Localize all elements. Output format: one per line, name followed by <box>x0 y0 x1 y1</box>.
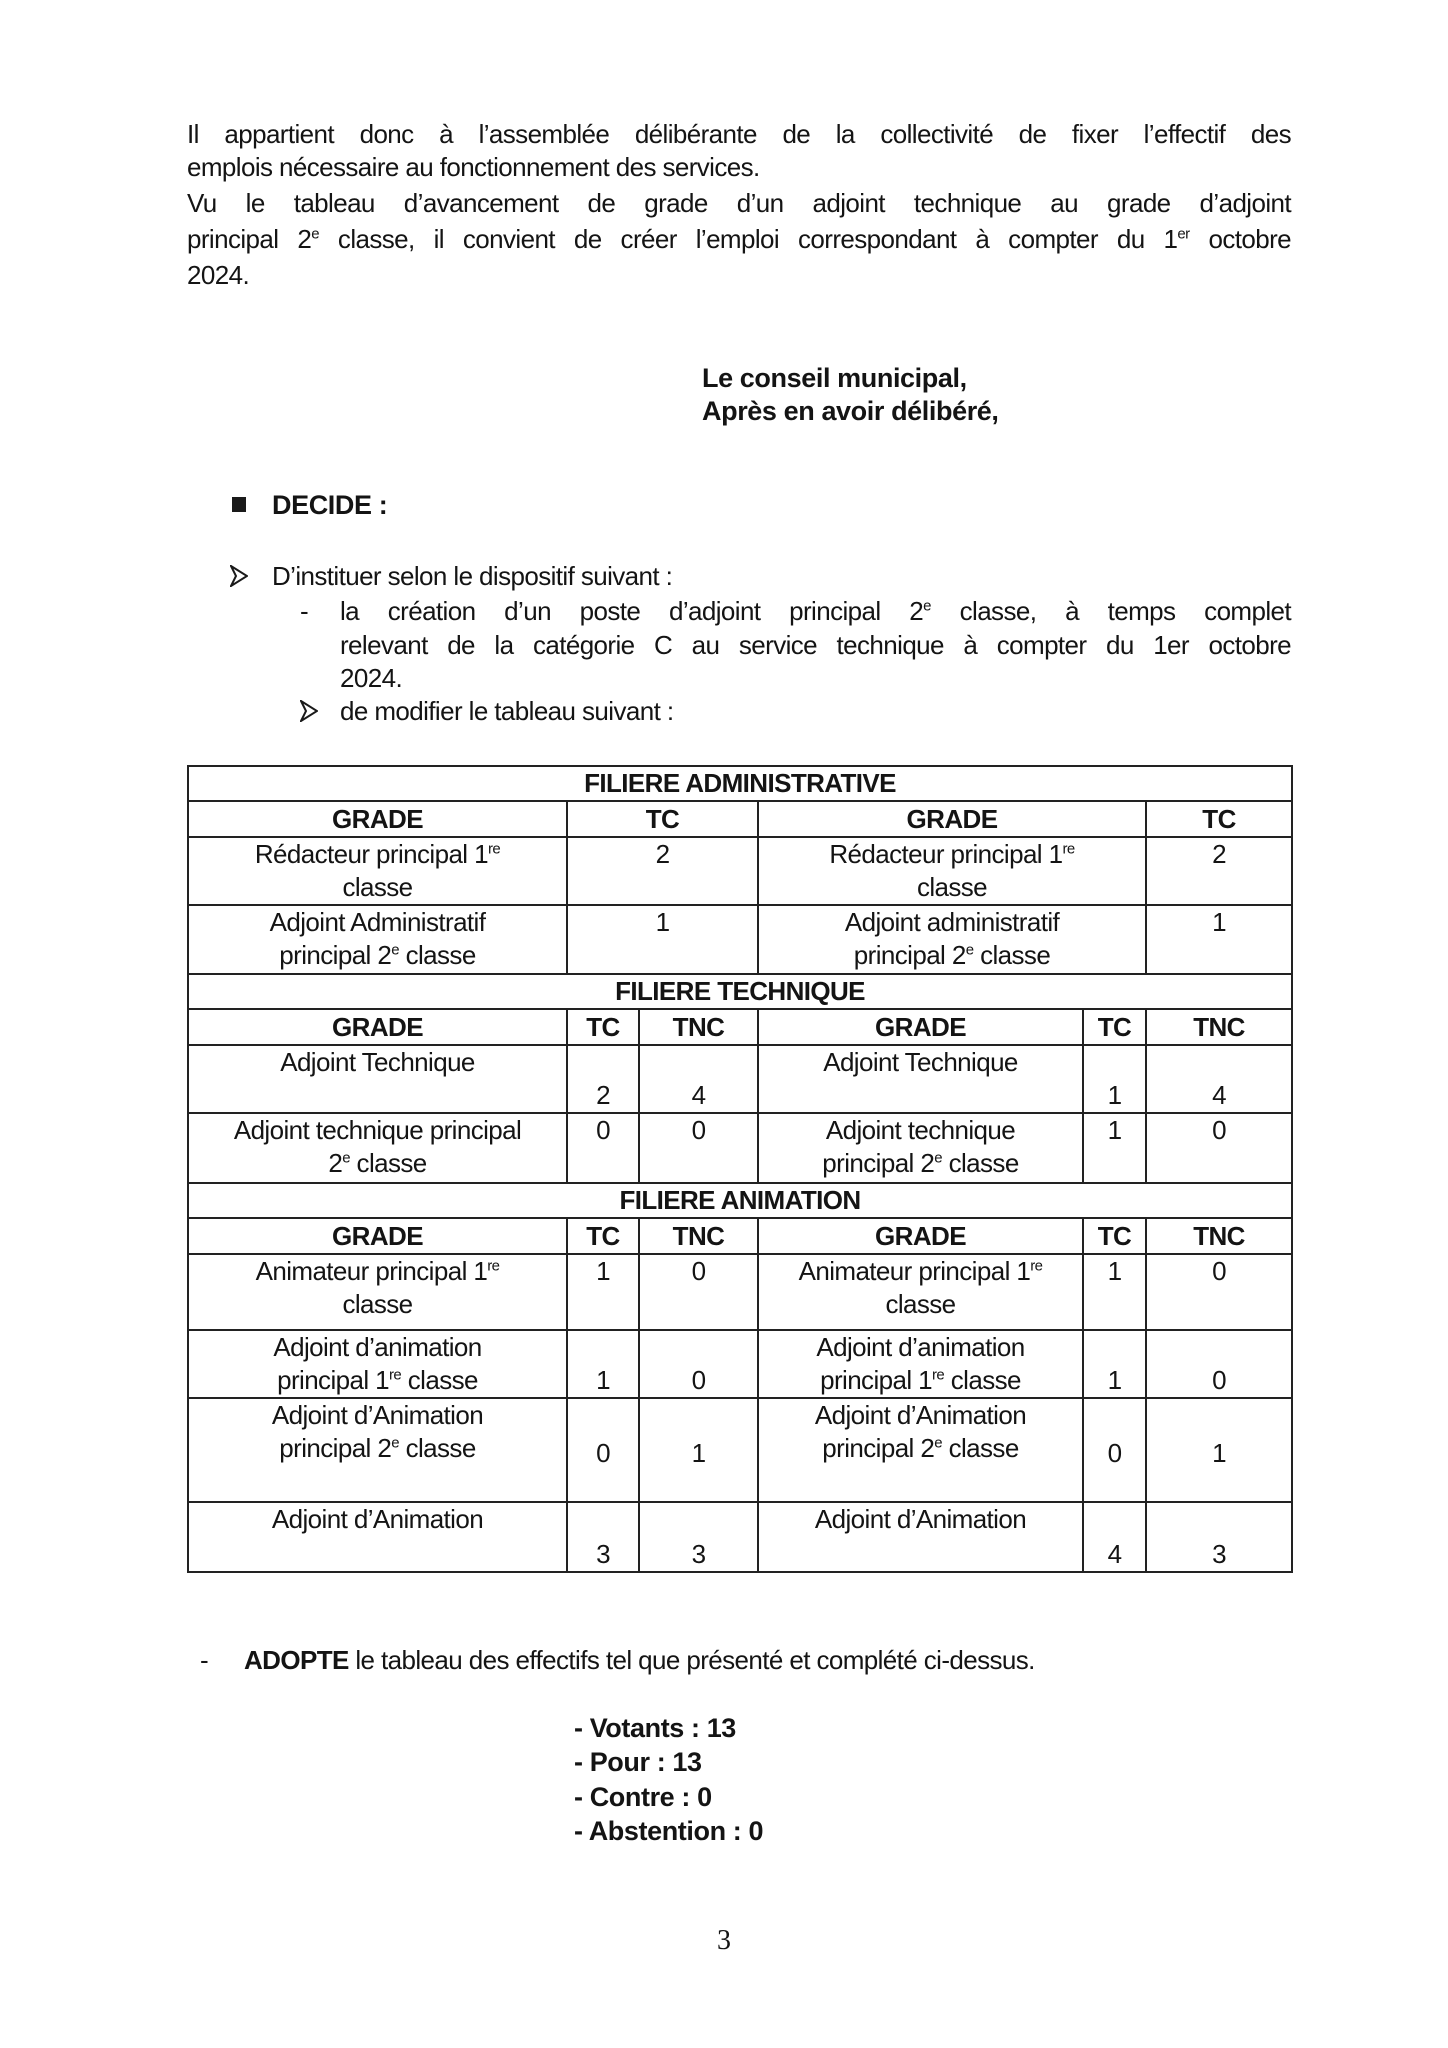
arrowhead-bullet-icon <box>230 565 248 587</box>
grade-cell: Adjoint administratif principal 2e classe <box>758 905 1146 974</box>
grade-cell: Animateur principal 1re classe <box>188 1254 567 1330</box>
votes-contre: - Contre : 0 <box>574 1782 712 1812</box>
header-grade: GRADE <box>188 801 567 837</box>
tc-cell: 3 <box>567 1502 639 1572</box>
header-tnc: TNC <box>639 1218 758 1254</box>
tc-cell: 1 <box>1083 1330 1146 1398</box>
header-tc: TC <box>1083 1009 1146 1045</box>
tnc-cell: 0 <box>639 1254 758 1330</box>
votes-abstention: - Abstention : 0 <box>574 1816 764 1846</box>
tnc-cell: 0 <box>639 1330 758 1398</box>
section-title-technique: FILIERE TECHNIQUE <box>188 974 1292 1009</box>
header-tc: TC <box>1146 801 1292 837</box>
header-tnc: TNC <box>639 1009 758 1045</box>
grade-cell: Rédacteur principal 1re classe <box>188 837 567 905</box>
grade-cell: Adjoint technique principal 2e classe <box>188 1113 567 1183</box>
grade-cell: Adjoint d’animation principal 1re classe <box>758 1330 1083 1398</box>
grade-cell: Animateur principal 1re classe <box>758 1254 1083 1330</box>
header-tc: TC <box>1083 1218 1146 1254</box>
table-row <box>188 1398 1292 1502</box>
intro-line-5: 2024. <box>187 260 250 290</box>
section-title-animation: FILIERE ANIMATION <box>188 1183 1292 1218</box>
grade-cell: Adjoint d’Animation <box>758 1502 1083 1572</box>
page-number: 3 <box>717 1925 731 1956</box>
dispositif-intro: D’instituer selon le dispositif suivant : <box>272 561 673 591</box>
grade-cell: Adjoint d’Animation principal 2e classe <box>758 1398 1083 1502</box>
intro-line-4 <box>187 222 1291 256</box>
dispositif-item-line-3: 2024. <box>340 663 403 693</box>
tc-cell: 2 <box>567 1045 639 1113</box>
tnc-cell: 4 <box>639 1045 758 1113</box>
table-row <box>188 905 1292 974</box>
tc-cell: 2 <box>1146 837 1292 905</box>
arrowhead-bullet-icon <box>300 700 318 722</box>
grade-cell: Adjoint Administratif principal 2e classe <box>188 905 567 974</box>
grade-cell: Adjoint d’animation principal 1re classe <box>188 1330 567 1398</box>
tc-cell: 0 <box>567 1398 639 1502</box>
votes-votants: - Votants : 13 <box>574 1713 736 1743</box>
dash-bullet: - <box>300 596 309 626</box>
council-line-2: Après en avoir délibéré, <box>702 396 999 426</box>
grade-cell: Adjoint Technique <box>188 1045 567 1113</box>
tc-cell: 1 <box>567 1330 639 1398</box>
grade-cell: Adjoint d’Animation principal 2e classe <box>188 1398 567 1502</box>
header-tc: TC <box>567 801 758 837</box>
grade-cell: Adjoint technique principal 2e classe <box>758 1113 1083 1183</box>
item-text: la création d’un poste d’adjoint principal 2 <box>340 596 924 626</box>
intro-line-2: emplois nécessaire au fonctionnement des services. <box>187 152 760 182</box>
header-grade: GRADE <box>758 1009 1083 1045</box>
intro-text: octobre <box>1189 224 1291 254</box>
grade-cell: Adjoint d’Animation <box>188 1502 567 1572</box>
table-row <box>188 1254 1292 1330</box>
tnc-cell: 3 <box>639 1502 758 1572</box>
tnc-cell: 0 <box>639 1113 758 1183</box>
superscript: er <box>1177 225 1190 243</box>
adopte-statement <box>244 1643 1035 1677</box>
header-grade: GRADE <box>188 1009 567 1045</box>
votes-pour: - Pour : 13 <box>574 1747 702 1777</box>
intro-text: classe, il convient de créer l’emploi correspondant à compter du 1 <box>318 224 1178 254</box>
tc-cell: 1 <box>1083 1254 1146 1330</box>
table-row <box>188 1045 1292 1113</box>
grade-cell: Rédacteur principal 1re classe <box>758 837 1146 905</box>
header-tc: TC <box>567 1009 639 1045</box>
tc-cell: 2 <box>567 837 758 905</box>
decide-label: DECIDE : <box>272 490 388 520</box>
dash-bullet: - <box>200 1645 209 1675</box>
adopte-keyword: ADOPTE <box>244 1645 349 1675</box>
dispositif-modify: de modifier le tableau suivant : <box>340 696 674 726</box>
superscript: e <box>923 597 931 615</box>
header-tnc: TNC <box>1146 1218 1292 1254</box>
tnc-cell: 0 <box>1146 1254 1292 1330</box>
grade-cell: Adjoint Technique <box>758 1045 1083 1113</box>
effectifs-table <box>187 765 1293 1573</box>
tc-cell: 0 <box>567 1113 639 1183</box>
header-tc: TC <box>567 1218 639 1254</box>
tnc-cell: 3 <box>1146 1502 1292 1572</box>
adopte-text: le tableau des effectifs tel que présenté et complété ci-dessus. <box>348 1645 1035 1675</box>
tc-cell: 1 <box>567 1254 639 1330</box>
dispositif-item-line-1 <box>340 594 1291 628</box>
section-title-administrative: FILIERE ADMINISTRATIVE <box>188 766 1292 801</box>
tc-cell: 1 <box>1083 1113 1146 1183</box>
tc-cell: 0 <box>1083 1398 1146 1502</box>
tc-cell: 1 <box>1083 1045 1146 1113</box>
header-tnc: TNC <box>1146 1009 1292 1045</box>
tnc-cell: 0 <box>1146 1113 1292 1183</box>
table-row <box>188 1113 1292 1183</box>
tc-cell: 1 <box>567 905 758 974</box>
tnc-cell: 1 <box>1146 1398 1292 1502</box>
header-grade: GRADE <box>758 1218 1083 1254</box>
header-grade: GRADE <box>188 1218 567 1254</box>
intro-text: principal 2 <box>187 224 312 254</box>
tnc-cell: 0 <box>1146 1330 1292 1398</box>
intro-line-3: Vu le tableau d’avancement de grade d’un adjoint technique au grade d’adjoint <box>187 188 1291 218</box>
intro-line-1: Il appartient donc à l’assemblée délibérante de la collectivité de fixer l’effectif des <box>187 119 1291 149</box>
council-line-1: Le conseil municipal, <box>702 363 967 393</box>
tc-cell: 4 <box>1083 1502 1146 1572</box>
table-row <box>188 837 1292 905</box>
table-row <box>188 1330 1292 1398</box>
dispositif-item-line-2: relevant de la catégorie C au service technique à compter du 1er octobre <box>340 630 1291 660</box>
tc-cell: 1 <box>1146 905 1292 974</box>
superscript: e <box>311 225 319 243</box>
item-text: classe, à temps complet <box>930 596 1292 626</box>
table-row <box>188 1502 1292 1572</box>
header-grade: GRADE <box>758 801 1146 837</box>
tnc-cell: 1 <box>639 1398 758 1502</box>
tnc-cell: 4 <box>1146 1045 1292 1113</box>
square-bullet-icon <box>232 497 246 512</box>
